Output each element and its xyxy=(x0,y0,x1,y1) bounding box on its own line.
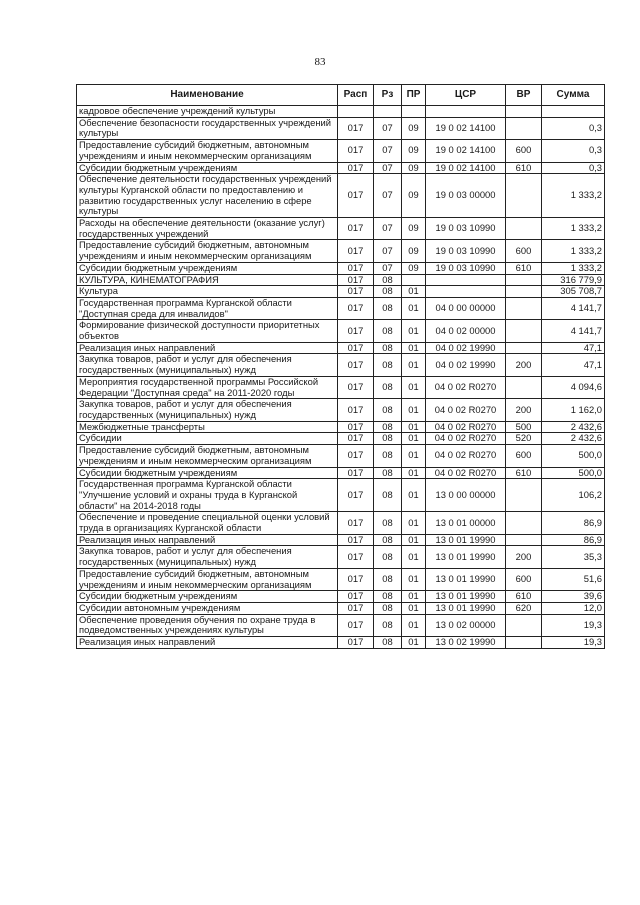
row-pr: 01 xyxy=(402,467,426,479)
table-row xyxy=(77,534,605,546)
row-sum: 12,0 xyxy=(542,602,605,614)
header-name: Наименование xyxy=(77,85,338,106)
row-vr xyxy=(506,614,542,636)
row-csr: 13 0 02 00000 xyxy=(426,614,506,636)
row-rz: 08 xyxy=(374,286,402,298)
table-row xyxy=(77,568,605,590)
row-rasp: 017 xyxy=(338,421,374,433)
row-vr xyxy=(506,297,542,319)
row-pr: 09 xyxy=(402,140,426,162)
row-name: Обеспечение проведения обучения по охране труда в подведомственных учреждениях культуры xyxy=(77,614,338,636)
row-pr: 09 xyxy=(402,162,426,174)
row-rz: 07 xyxy=(374,262,402,274)
row-vr: 500 xyxy=(506,421,542,433)
header-rz: Рз xyxy=(374,85,402,106)
table-row xyxy=(77,218,605,240)
row-csr: 04 0 02 19990 xyxy=(426,354,506,376)
row-name: Предоставление субсидий бюджетным, автономным учреждениям и иным некоммерческим организациям xyxy=(77,240,338,262)
row-rasp: 017 xyxy=(338,602,374,614)
row-rz: 08 xyxy=(374,467,402,479)
row-name: Государственная программа Курганской области "Доступная среда для инвалидов" xyxy=(77,297,338,319)
table-row xyxy=(77,354,605,376)
row-sum: 35,3 xyxy=(542,546,605,568)
row-vr: 520 xyxy=(506,433,542,445)
row-csr xyxy=(426,274,506,286)
row-csr: 04 0 02 R0270 xyxy=(426,445,506,467)
row-sum: 47,1 xyxy=(542,342,605,354)
row-pr: 01 xyxy=(402,376,426,398)
table-row xyxy=(77,262,605,274)
row-pr: 01 xyxy=(402,591,426,603)
table-row xyxy=(77,274,605,286)
row-vr xyxy=(506,320,542,342)
row-vr: 200 xyxy=(506,546,542,568)
row-vr xyxy=(506,534,542,546)
table-row xyxy=(77,320,605,342)
row-sum: 2 432,6 xyxy=(542,421,605,433)
row-sum: 1 333,2 xyxy=(542,240,605,262)
header-pr: ПР xyxy=(402,85,426,106)
row-rasp: 017 xyxy=(338,162,374,174)
row-rz: 08 xyxy=(374,568,402,590)
row-name: Субсидии xyxy=(77,433,338,445)
row-pr xyxy=(402,274,426,286)
row-rz: 08 xyxy=(374,512,402,534)
row-rasp: 017 xyxy=(338,467,374,479)
table-row xyxy=(77,637,605,649)
row-name: Формирование физической доступности приоритетных объектов xyxy=(77,320,338,342)
row-sum: 1 333,2 xyxy=(542,218,605,240)
row-name: Реализация иных направлений xyxy=(77,342,338,354)
row-rz: 08 xyxy=(374,602,402,614)
row-csr: 13 0 01 19990 xyxy=(426,546,506,568)
row-pr: 01 xyxy=(402,512,426,534)
row-csr: 04 0 00 00000 xyxy=(426,297,506,319)
row-rasp: 017 xyxy=(338,117,374,139)
row-vr xyxy=(506,274,542,286)
row-sum: 1 333,2 xyxy=(542,262,605,274)
row-name: Обеспечение деятельности государственных учреждений культуры Курганской области по предоставлению и развитию государственных услуг населению в сфере культуры xyxy=(77,174,338,218)
row-vr xyxy=(506,376,542,398)
row-name: Субсидии бюджетным учреждениям xyxy=(77,467,338,479)
row-csr: 04 0 02 R0270 xyxy=(426,376,506,398)
row-rasp: 017 xyxy=(338,274,374,286)
row-rasp: 017 xyxy=(338,174,374,218)
row-name: Предоставление субсидий бюджетным, автономным учреждениям и иным некоммерческим организациям xyxy=(77,568,338,590)
row-rz: 08 xyxy=(374,637,402,649)
table-row xyxy=(77,162,605,174)
row-pr: 09 xyxy=(402,117,426,139)
row-csr: 04 0 02 19990 xyxy=(426,342,506,354)
row-rz: 08 xyxy=(374,433,402,445)
row-csr: 13 0 02 19990 xyxy=(426,637,506,649)
row-name: Обеспечение и проведение специальной оценки условий труда в организациях Курганской области xyxy=(77,512,338,534)
row-name: Культура xyxy=(77,286,338,298)
row-vr xyxy=(506,479,542,512)
row-csr: 04 0 02 R0270 xyxy=(426,433,506,445)
row-vr: 610 xyxy=(506,162,542,174)
row-sum: 0,3 xyxy=(542,162,605,174)
row-vr xyxy=(506,512,542,534)
row-rz xyxy=(374,106,402,118)
budget-table xyxy=(76,84,605,649)
row-rasp: 017 xyxy=(338,568,374,590)
row-name: КУЛЬТУРА, КИНЕМАТОГРАФИЯ xyxy=(77,274,338,286)
table-row xyxy=(77,421,605,433)
row-rz: 08 xyxy=(374,421,402,433)
row-pr: 09 xyxy=(402,240,426,262)
row-vr: 200 xyxy=(506,399,542,421)
row-csr: 13 0 01 19990 xyxy=(426,602,506,614)
header-sum: Сумма xyxy=(542,85,605,106)
table-row xyxy=(77,614,605,636)
table-row xyxy=(77,479,605,512)
header-rasp: Расп xyxy=(338,85,374,106)
row-name: Субсидии бюджетным учреждениям xyxy=(77,262,338,274)
row-rz: 08 xyxy=(374,376,402,398)
row-sum: 4 141,7 xyxy=(542,320,605,342)
header-vr: ВР xyxy=(506,85,542,106)
row-sum: 4 141,7 xyxy=(542,297,605,319)
row-vr xyxy=(506,218,542,240)
row-vr xyxy=(506,106,542,118)
row-vr: 600 xyxy=(506,240,542,262)
table-row xyxy=(77,376,605,398)
row-rasp: 017 xyxy=(338,286,374,298)
row-rasp: 017 xyxy=(338,240,374,262)
row-pr: 01 xyxy=(402,568,426,590)
row-rz: 08 xyxy=(374,546,402,568)
row-name: кадровое обеспечение учреждений культуры xyxy=(77,106,338,118)
table-row xyxy=(77,512,605,534)
row-pr: 01 xyxy=(402,637,426,649)
row-rz: 08 xyxy=(374,320,402,342)
row-vr: 200 xyxy=(506,354,542,376)
row-sum xyxy=(542,106,605,118)
row-pr: 01 xyxy=(402,602,426,614)
row-sum: 1 162,0 xyxy=(542,399,605,421)
row-rz: 08 xyxy=(374,354,402,376)
row-csr: 19 0 02 14100 xyxy=(426,162,506,174)
table-row xyxy=(77,546,605,568)
row-sum: 51,6 xyxy=(542,568,605,590)
table-row xyxy=(77,297,605,319)
row-name: Закупка товаров, работ и услуг для обеспечения государственных (муниципальных) нужд xyxy=(77,399,338,421)
row-vr: 600 xyxy=(506,568,542,590)
row-rz: 08 xyxy=(374,591,402,603)
row-pr: 01 xyxy=(402,546,426,568)
row-rz: 08 xyxy=(374,297,402,319)
row-pr: 01 xyxy=(402,354,426,376)
row-rz: 07 xyxy=(374,174,402,218)
row-name: Мероприятия государственной программы Российской Федерации "Доступная среда" на 2011-2020 годы xyxy=(77,376,338,398)
row-sum: 316 779,9 xyxy=(542,274,605,286)
row-rasp xyxy=(338,106,374,118)
row-csr: 13 0 00 00000 xyxy=(426,479,506,512)
row-rz: 07 xyxy=(374,218,402,240)
row-name: Межбюджетные трансферты xyxy=(77,421,338,433)
row-sum: 106,2 xyxy=(542,479,605,512)
row-rz: 07 xyxy=(374,240,402,262)
row-vr: 610 xyxy=(506,262,542,274)
row-rasp: 017 xyxy=(338,354,374,376)
table-row xyxy=(77,240,605,262)
table-row xyxy=(77,106,605,118)
row-rz: 07 xyxy=(374,117,402,139)
row-pr xyxy=(402,106,426,118)
row-pr: 09 xyxy=(402,218,426,240)
row-vr: 600 xyxy=(506,445,542,467)
row-rasp: 017 xyxy=(338,591,374,603)
row-pr: 01 xyxy=(402,445,426,467)
row-pr: 09 xyxy=(402,262,426,274)
table-row xyxy=(77,399,605,421)
row-vr xyxy=(506,342,542,354)
row-rasp: 017 xyxy=(338,376,374,398)
table-row xyxy=(77,602,605,614)
row-csr: 04 0 02 R0270 xyxy=(426,421,506,433)
row-name: Предоставление субсидий бюджетным, автономным учреждениям и иным некоммерческим организациям xyxy=(77,445,338,467)
row-vr: 620 xyxy=(506,602,542,614)
row-sum: 19,3 xyxy=(542,614,605,636)
row-vr: 610 xyxy=(506,591,542,603)
row-name: Расходы на обеспечение деятельности (оказание услуг) государственных учреждений xyxy=(77,218,338,240)
row-rz: 08 xyxy=(374,534,402,546)
row-csr: 19 0 03 10990 xyxy=(426,240,506,262)
table-row xyxy=(77,117,605,139)
row-pr: 01 xyxy=(402,614,426,636)
row-vr: 600 xyxy=(506,140,542,162)
row-name: Обеспечение безопасности государственных учреждений культуры xyxy=(77,117,338,139)
row-csr xyxy=(426,286,506,298)
row-pr: 01 xyxy=(402,297,426,319)
row-sum: 1 333,2 xyxy=(542,174,605,218)
row-name: Субсидии автономным учреждениям xyxy=(77,602,338,614)
row-rz: 07 xyxy=(374,140,402,162)
table-row xyxy=(77,286,605,298)
row-csr: 13 0 01 19990 xyxy=(426,591,506,603)
row-rasp: 017 xyxy=(338,479,374,512)
table-row xyxy=(77,591,605,603)
row-sum: 86,9 xyxy=(542,534,605,546)
page-number: 83 xyxy=(314,56,326,68)
row-csr: 19 0 03 10990 xyxy=(426,218,506,240)
row-csr: 19 0 02 14100 xyxy=(426,140,506,162)
row-sum: 0,3 xyxy=(542,140,605,162)
row-pr: 01 xyxy=(402,433,426,445)
row-sum: 2 432,6 xyxy=(542,433,605,445)
header-csr: ЦСР xyxy=(426,85,506,106)
row-pr: 09 xyxy=(402,174,426,218)
row-vr xyxy=(506,174,542,218)
row-sum: 500,0 xyxy=(542,467,605,479)
row-rasp: 017 xyxy=(338,433,374,445)
row-vr xyxy=(506,637,542,649)
table-row xyxy=(77,445,605,467)
row-rasp: 017 xyxy=(338,140,374,162)
row-csr: 13 0 01 19990 xyxy=(426,568,506,590)
row-pr: 01 xyxy=(402,534,426,546)
row-name: Реализация иных направлений xyxy=(77,534,338,546)
row-csr: 04 0 02 R0270 xyxy=(426,399,506,421)
row-rasp: 017 xyxy=(338,399,374,421)
row-csr: 19 0 03 10990 xyxy=(426,262,506,274)
row-pr: 01 xyxy=(402,320,426,342)
row-sum: 39,6 xyxy=(542,591,605,603)
row-csr: 04 0 02 00000 xyxy=(426,320,506,342)
table-row xyxy=(77,433,605,445)
row-csr: 19 0 02 14100 xyxy=(426,117,506,139)
row-name: Реализация иных направлений xyxy=(77,637,338,649)
row-csr: 04 0 02 R0270 xyxy=(426,467,506,479)
row-name: Государственная программа Курганской области "Улучшение условий и охраны труда в Курганской области" на 2014-2018 годы xyxy=(77,479,338,512)
row-rasp: 017 xyxy=(338,297,374,319)
row-rasp: 017 xyxy=(338,614,374,636)
table-row xyxy=(77,140,605,162)
row-rasp: 017 xyxy=(338,342,374,354)
row-rz: 08 xyxy=(374,399,402,421)
row-rz: 07 xyxy=(374,162,402,174)
row-rasp: 017 xyxy=(338,218,374,240)
row-pr: 01 xyxy=(402,286,426,298)
row-csr: 13 0 01 00000 xyxy=(426,512,506,534)
row-rasp: 017 xyxy=(338,262,374,274)
table-row xyxy=(77,342,605,354)
row-sum: 86,9 xyxy=(542,512,605,534)
row-csr: 19 0 03 00000 xyxy=(426,174,506,218)
row-rz: 08 xyxy=(374,445,402,467)
row-name: Закупка товаров, работ и услуг для обеспечения государственных (муниципальных) нужд xyxy=(77,354,338,376)
row-vr xyxy=(506,286,542,298)
row-rz: 08 xyxy=(374,342,402,354)
row-sum: 4 094,6 xyxy=(542,376,605,398)
row-name: Закупка товаров, работ и услуг для обеспечения государственных (муниципальных) нужд xyxy=(77,546,338,568)
row-vr xyxy=(506,117,542,139)
row-vr: 610 xyxy=(506,467,542,479)
row-pr: 01 xyxy=(402,479,426,512)
row-name: Субсидии бюджетным учреждениям xyxy=(77,591,338,603)
row-rasp: 017 xyxy=(338,546,374,568)
table-body xyxy=(77,106,605,649)
table-row xyxy=(77,467,605,479)
row-name: Субсидии бюджетным учреждениям xyxy=(77,162,338,174)
row-rasp: 017 xyxy=(338,534,374,546)
row-rz: 08 xyxy=(374,614,402,636)
row-rasp: 017 xyxy=(338,445,374,467)
row-pr: 01 xyxy=(402,421,426,433)
row-name: Предоставление субсидий бюджетным, автономным учреждениям и иным некоммерческим организациям xyxy=(77,140,338,162)
row-rasp: 017 xyxy=(338,320,374,342)
row-sum: 500,0 xyxy=(542,445,605,467)
row-pr: 01 xyxy=(402,399,426,421)
row-rz: 08 xyxy=(374,274,402,286)
row-csr: 13 0 01 19990 xyxy=(426,534,506,546)
row-sum: 19,3 xyxy=(542,637,605,649)
row-sum: 305 708,7 xyxy=(542,286,605,298)
row-rz: 08 xyxy=(374,479,402,512)
row-sum: 0,3 xyxy=(542,117,605,139)
row-csr xyxy=(426,106,506,118)
table-header-row xyxy=(77,85,605,106)
row-rasp: 017 xyxy=(338,637,374,649)
row-pr: 01 xyxy=(402,342,426,354)
row-sum: 47,1 xyxy=(542,354,605,376)
row-rasp: 017 xyxy=(338,512,374,534)
table-row xyxy=(77,174,605,218)
